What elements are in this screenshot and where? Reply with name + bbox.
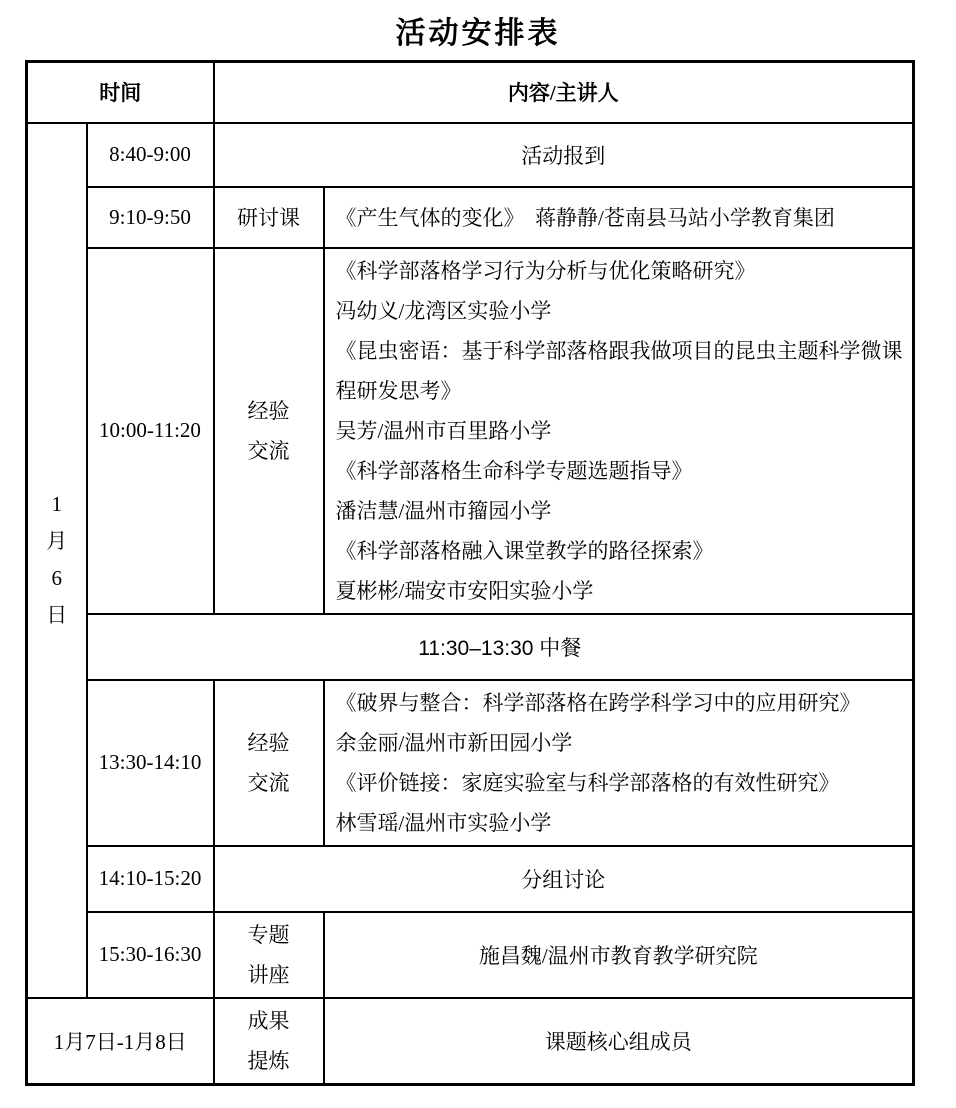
activity-type-cell: 经验 交流 — [214, 248, 324, 614]
activity-type-cell: 经验 交流 — [214, 680, 324, 846]
date-jan6-vertical: 1 月 6 日 — [46, 492, 68, 627]
time-cell: 9:10-9:50 — [87, 187, 214, 248]
content-line: 林雪瑶/温州市实验小学 — [335, 810, 552, 835]
content-line: 《科学部落格学习行为分析与优化策略研究》 — [335, 258, 756, 283]
content-line: 余金丽/温州市新田园小学 — [335, 730, 573, 755]
content-cell: 分组讨论 — [214, 846, 914, 912]
schedule-table — [25, 60, 915, 1086]
header-time: 时间 — [27, 62, 214, 123]
row-registration — [27, 123, 914, 187]
content-line: 《破界与整合：科学部落格在跨学科学习中的应用研究》 — [335, 690, 861, 715]
date-cell-jan6 — [27, 123, 87, 998]
content-cell: 施昌魏/温州市教育教学研究院 — [324, 912, 914, 998]
lunch-cell: 11:30–13:30 中餐 — [87, 614, 914, 680]
activity-type-cell: 研讨课 — [214, 187, 324, 248]
date-cell-jan7-8: 1月7日-1月8日 — [27, 998, 214, 1085]
row-refinement — [27, 998, 914, 1085]
activity-type-cell: 专题 讲座 — [214, 912, 324, 998]
content-line: 冯幼义/龙湾区实验小学 — [335, 298, 552, 323]
time-cell: 13:30-14:10 — [87, 680, 214, 846]
content-line: 吴芳/温州市百里路小学 — [335, 418, 552, 443]
content-cell — [324, 680, 914, 846]
content-line: 夏彬彬/瑞安市安阳实验小学 — [335, 578, 594, 603]
content-lines — [336, 683, 909, 843]
content-line: 《昆虫密语：基于科学部落格跟我做项目的昆虫主题科学微课 — [335, 338, 903, 363]
time-cell: 15:30-16:30 — [87, 912, 214, 998]
content-cell — [324, 248, 914, 614]
content-line: 《科学部落格融入课堂教学的路径探索》 — [335, 538, 714, 563]
page-title: 活动安排表 — [395, 17, 561, 50]
time-cell: 14:10-15:20 — [87, 846, 214, 912]
content-line: 《评价链接：家庭实验室与科学部落格的有效性研究》 — [335, 770, 840, 795]
content-line: 潘洁慧/温州市籀园小学 — [335, 498, 552, 523]
header-content: 内容/主讲人 — [214, 62, 914, 123]
row-seminar — [27, 187, 914, 248]
content-cell: 《产生气体的变化》 蒋静静/苍南县马站小学教育集团 — [324, 187, 914, 248]
content-cell: 课题核心组成员 — [324, 998, 914, 1085]
activity-type-cell: 成果 提炼 — [214, 998, 324, 1085]
time-cell: 8:40-9:00 — [87, 123, 214, 187]
content-cell: 活动报到 — [214, 123, 914, 187]
header-row — [27, 62, 914, 123]
row-lecture — [27, 912, 914, 998]
content-line: 《科学部落格生命科学专题选题指导》 — [335, 458, 693, 483]
row-exchange-morning — [27, 248, 914, 614]
time-cell: 10:00-11:20 — [87, 248, 214, 614]
row-group-discussion — [27, 846, 914, 912]
content-line: 程研发思考》 — [335, 378, 462, 403]
row-exchange-afternoon — [27, 680, 914, 846]
row-lunch — [27, 614, 914, 680]
content-lines — [336, 251, 909, 611]
